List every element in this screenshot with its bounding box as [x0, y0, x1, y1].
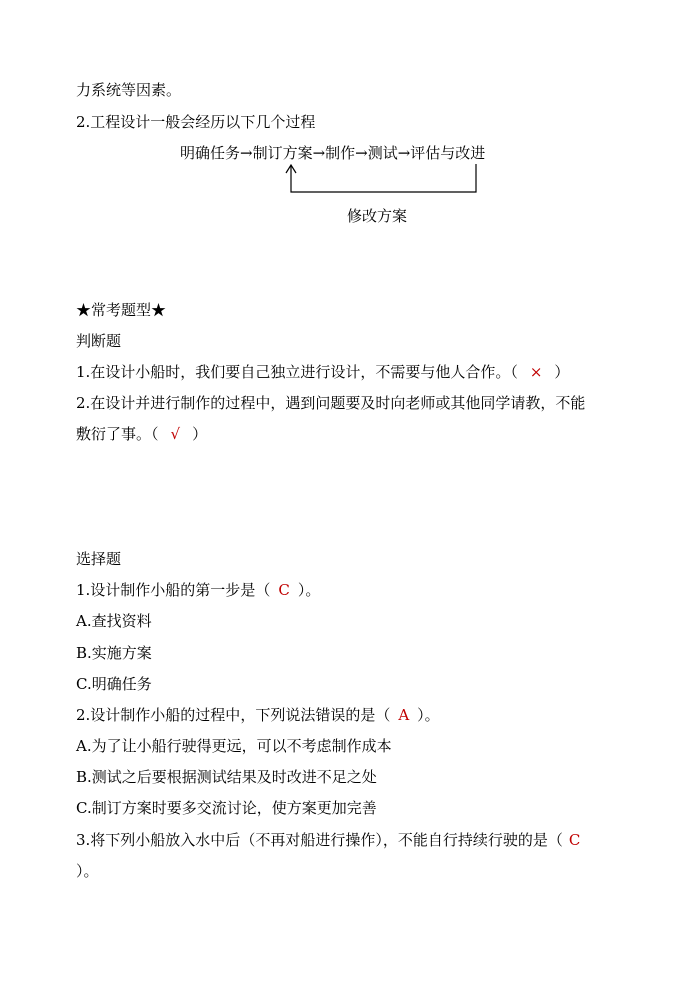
choice-q2-option-c: C.制订方案时要多交流讨论，使方案更加完善 — [76, 799, 377, 817]
choice-question-3-line-b: ）。 — [76, 862, 99, 880]
choice-q1-close: ）。 — [297, 581, 321, 599]
choice-q1-option-c: C.明确任务 — [76, 675, 152, 693]
judge-q2-text: 敷衍了事。（ — [76, 425, 159, 443]
judge-question-2-line-a: 2.在设计并进行制作的过程中，遇到问题要及时向老师或其他同学请教，不能 — [76, 394, 586, 412]
section-title: ★常考题型★ — [76, 301, 167, 319]
choice-q1-option-a: A.查找资料 — [76, 612, 152, 630]
intro-line-continuation: 力系统等因素。 — [76, 81, 182, 99]
process-flow-steps: 明确任务→制订方案→制作→测试→评估与改进 — [180, 144, 486, 162]
judge-q2-close: ） — [192, 425, 208, 443]
choice-q1-text: 1.设计制作小船的第一步是（ — [76, 581, 271, 599]
choice-q2-text: 2.设计制作小船的过程中，下列说法错误的是（ — [76, 706, 391, 724]
intro-process-heading: 2.工程设计一般会经历以下几个过程 — [76, 113, 316, 131]
choice-q2-close: ）。 — [417, 706, 440, 724]
choice-q1-answer: C — [278, 581, 290, 599]
judge-question-2-line-b — [76, 424, 207, 444]
choice-title: 选择题 — [76, 550, 122, 568]
choice-q2-answer: A — [398, 706, 410, 724]
choice-question-2 — [76, 705, 440, 725]
choice-q1-option-b: B.实施方案 — [76, 644, 152, 662]
choice-q3-answer: C — [568, 831, 581, 849]
feedback-loop-arrow-icon — [280, 160, 490, 200]
judge-title: 判断题 — [76, 332, 122, 350]
judge-q1-close: ） — [554, 363, 570, 381]
judge-q2-answer: √ — [170, 425, 181, 443]
choice-q2-option-b: B.测试之后要根据测试结果及时改进不足之处 — [76, 768, 377, 786]
choice-question-3-line-a — [76, 830, 580, 850]
judge-q1-answer: × — [529, 363, 543, 381]
feedback-loop-label: 修改方案 — [347, 207, 408, 225]
choice-q3-text: 3.将下列小船放入水中后（不再对船进行操作），不能自行持续行驶的是（ — [76, 831, 563, 849]
choice-question-1 — [76, 580, 320, 600]
judge-q1-text: 1.在设计小船时，我们要自己独立进行设计，不需要与他人合作。（ — [76, 363, 518, 381]
choice-q2-option-a: A.为了让小船行驶得更远，可以不考虑制作成本 — [76, 737, 392, 755]
judge-question-1 — [76, 362, 569, 382]
